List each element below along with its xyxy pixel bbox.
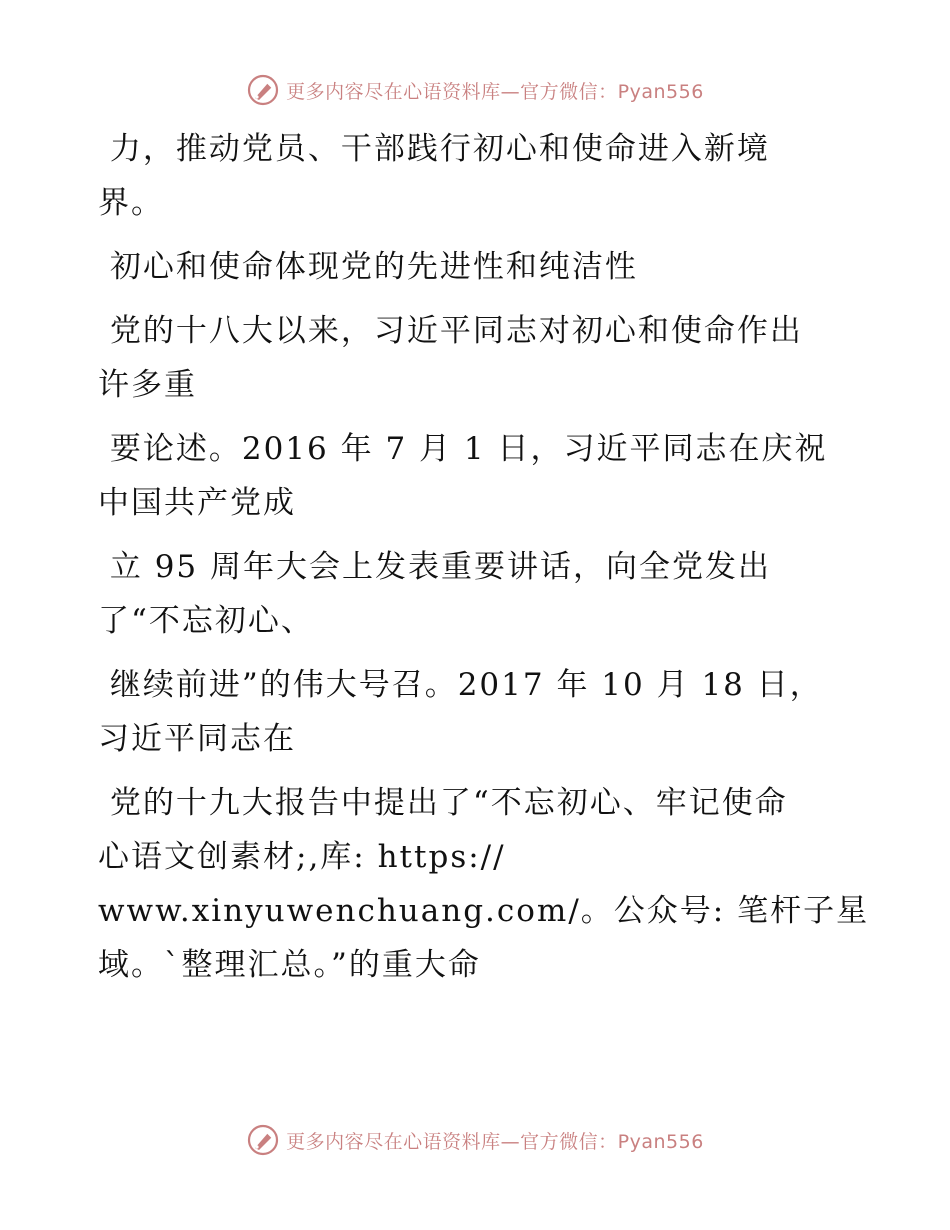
text-line: 域。`整理汇总。”的重大命 bbox=[98, 947, 481, 983]
paragraph bbox=[98, 304, 858, 412]
text-line: 党的十八大以来，习近平同志对初心和使命作出 bbox=[98, 313, 803, 349]
text-line: 初心和使命体现党的先进性和纯洁性 bbox=[98, 249, 638, 285]
text-line: 要论述。2016 年 7 月 1 日，习近平同志在庆祝 bbox=[98, 431, 828, 467]
paragraph bbox=[98, 776, 870, 992]
paragraph bbox=[98, 540, 858, 648]
text-line: 许多重 bbox=[98, 367, 197, 403]
text-line: www.xinyuwenchuang.com/。公众号: 笔杆子星 bbox=[98, 893, 870, 929]
text-line: 中国共产党成 bbox=[98, 485, 296, 521]
text-line: 界。 bbox=[98, 185, 164, 221]
text-line: 了“不忘初心、 bbox=[98, 603, 314, 639]
text-line: 习近平同志在 bbox=[98, 721, 296, 757]
text-line: 力，推动党员、干部践行初心和使命进入新境 bbox=[98, 131, 770, 167]
paragraph bbox=[98, 122, 858, 230]
text-line: 党的十九大报告中提出了“不忘初心、牢记使命 bbox=[98, 785, 788, 821]
header-banner-text: 更多内容尽在心语资料库—官方微信：Pyan556 bbox=[286, 80, 704, 103]
paragraph bbox=[98, 658, 858, 766]
text-line: 继续前进”的伟大号召。2017 年 10 月 18 日， bbox=[98, 667, 823, 703]
pen-nib-logo-icon bbox=[246, 1123, 280, 1157]
paragraph bbox=[98, 422, 858, 530]
footer-banner-text: 更多内容尽在心语资料库—官方微信：Pyan556 bbox=[286, 1130, 704, 1153]
paragraph bbox=[98, 240, 858, 294]
footer-banner bbox=[0, 1120, 950, 1160]
text-line: 立 95 周年大会上发表重要讲话，向全党发出 bbox=[98, 549, 772, 585]
text-line: 心语文创素材;,库: https:// bbox=[98, 839, 506, 875]
pen-nib-logo-icon bbox=[246, 73, 280, 107]
document-body bbox=[98, 122, 870, 992]
header-banner bbox=[0, 70, 950, 110]
